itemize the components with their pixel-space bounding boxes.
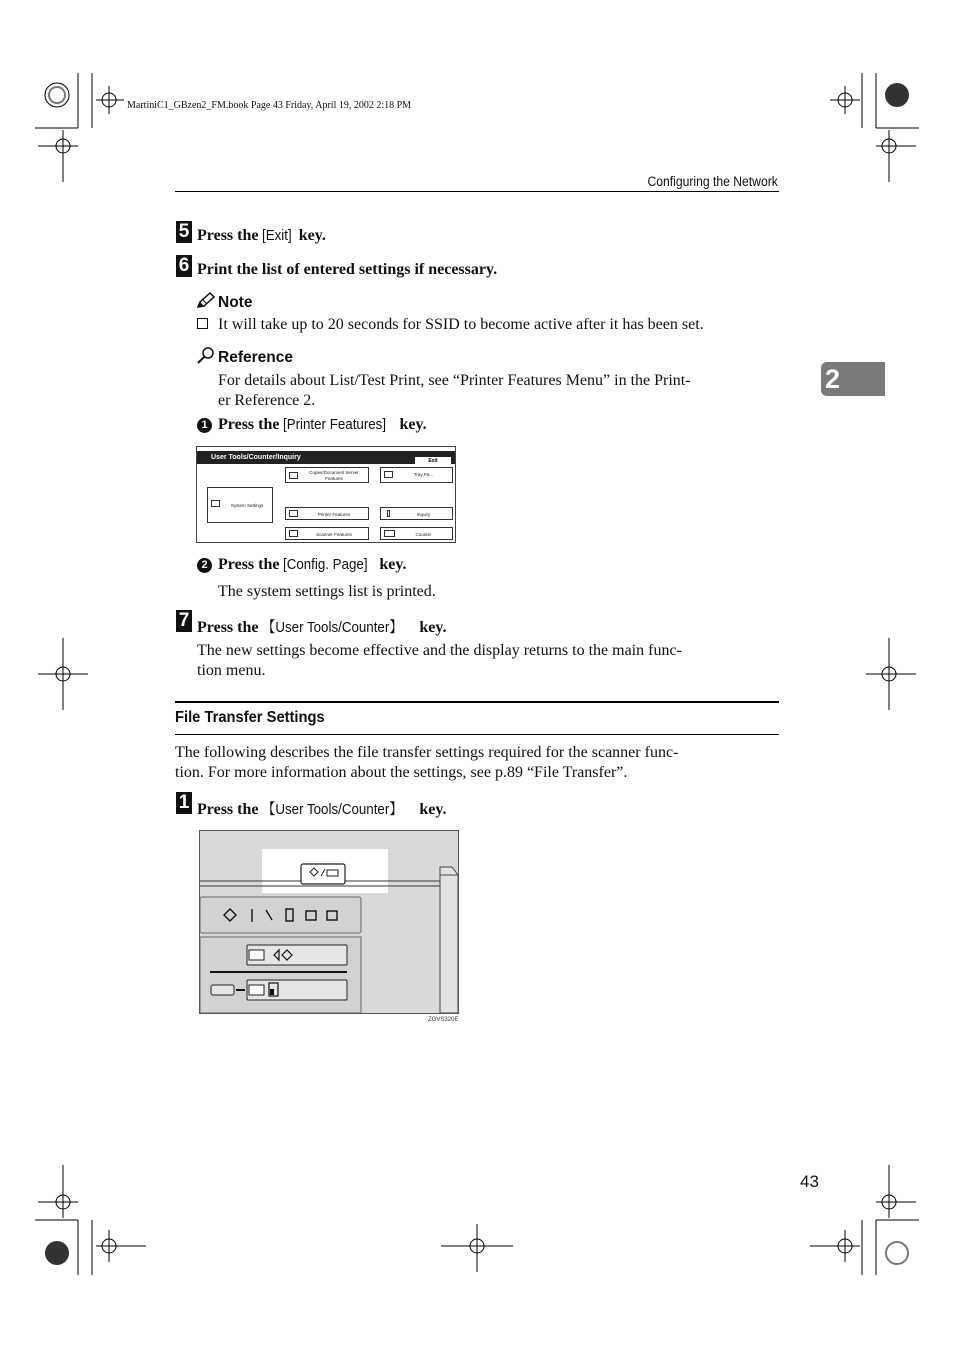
control-panel-illustration bbox=[199, 830, 459, 1014]
step-5-text: Press the [Exit] key. bbox=[197, 227, 326, 244]
header-rule bbox=[175, 191, 779, 192]
print-info: MartiniC1_GBzen2_FM.book Page 43 Friday, April 19, 2002 2:18 PM bbox=[127, 100, 412, 111]
step-number-1: 1 bbox=[176, 792, 192, 814]
exit-key-label: [Exit] bbox=[262, 228, 293, 244]
config-page-key-label: [Config. Page] bbox=[283, 557, 369, 573]
user-tools-counter-key-label: 【User Tools/Counter】 bbox=[262, 620, 404, 636]
user-tools-counter-key-label-2: 【User Tools/Counter】 bbox=[262, 802, 404, 818]
substep-2-text: Press the [Config. Page] key. bbox=[218, 556, 407, 573]
chapter-tab: 2 bbox=[821, 362, 885, 396]
running-header: Configuring the Network bbox=[647, 174, 778, 189]
lcd-printer-features-button[interactable]: Printer Features bbox=[285, 507, 369, 520]
step-1-text: Press the 【User Tools/Counter】 key. bbox=[197, 798, 446, 819]
printer-features-key-label: [Printer Features] bbox=[283, 417, 387, 433]
reference-text: For details about List/Test Print, see “Printer Features Menu” in the Print- er Reference 2. bbox=[218, 372, 691, 409]
substep-1-text: Press the [Printer Features] key. bbox=[218, 416, 427, 433]
reference-title: Reference bbox=[218, 349, 293, 366]
lcd-title-bar: User Tools/Counter/Inquiry Exit bbox=[197, 451, 455, 464]
system-settings-icon bbox=[211, 500, 220, 507]
note-checkbox-bullet bbox=[197, 318, 208, 329]
pencil-icon bbox=[196, 292, 216, 310]
step-number-6: 6 bbox=[176, 255, 192, 277]
lcd-inquiry-button[interactable]: Inquiry bbox=[380, 507, 453, 520]
note-item: It will take up to 20 seconds for SSID to become active after it has been set. bbox=[218, 316, 704, 333]
counter-icon bbox=[384, 530, 395, 537]
scanner-icon bbox=[289, 530, 298, 537]
step-7-body: The new settings become effective and the display returns to the main func- tion menu. bbox=[197, 642, 682, 679]
lcd-counter-button[interactable]: Counter bbox=[380, 527, 453, 540]
lcd-system-settings-button[interactable]: System Settings bbox=[207, 487, 273, 523]
lcd-tray-paper-button[interactable]: Tray Pa... bbox=[380, 467, 453, 483]
note-title: Note bbox=[218, 294, 253, 311]
lcd-exit-button[interactable]: Exit bbox=[415, 457, 451, 466]
magnifier-icon bbox=[196, 346, 216, 364]
step-number-7: 7 bbox=[176, 610, 192, 632]
step-number-5: 5 bbox=[176, 221, 192, 243]
page-number: 43 bbox=[800, 1172, 819, 1191]
substep-number-2: 2 bbox=[197, 558, 212, 573]
lcd-copier-server-button[interactable]: Copier/Document Server Features bbox=[285, 467, 369, 483]
illustration-caption: ZGVS320E bbox=[428, 1017, 459, 1023]
tray-icon bbox=[384, 471, 393, 478]
step-6-text: Print the list of entered settings if necessary. bbox=[197, 261, 498, 278]
section-title: File Transfer Settings bbox=[175, 709, 325, 726]
lcd-scanner-features-button[interactable]: Scanner Features bbox=[285, 527, 369, 540]
lcd-screen bbox=[196, 446, 456, 543]
section-rule-bottom bbox=[175, 734, 779, 735]
info-icon bbox=[387, 510, 390, 517]
copier-icon bbox=[289, 472, 298, 479]
section-intro: The following describes the file transfer settings required for the scanner func- tion. For more information about the settings, see p.89 “File Transfer”. bbox=[175, 744, 679, 781]
substep-2-body: The system settings list is printed. bbox=[218, 583, 436, 600]
step-7-text: Press the 【User Tools/Counter】 key. bbox=[197, 616, 446, 637]
substep-number-1: 1 bbox=[197, 418, 212, 433]
printer-icon bbox=[289, 510, 298, 517]
control-panel-drawing bbox=[200, 831, 458, 1013]
section-rule-top bbox=[175, 701, 779, 703]
